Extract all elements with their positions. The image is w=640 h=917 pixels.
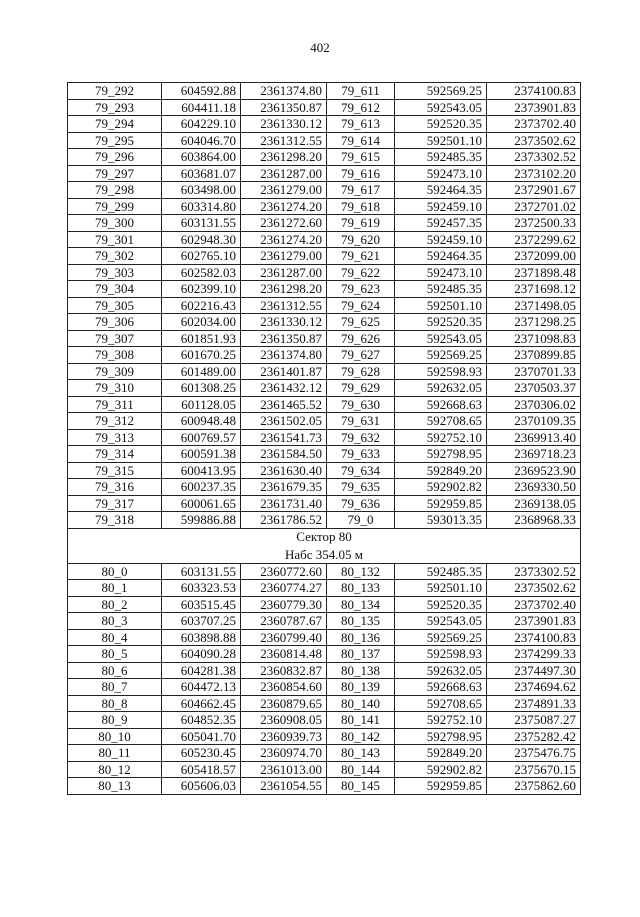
x-coord-cell: 604662.45 (162, 695, 241, 712)
y-coord-cell: 2369913.40 (487, 429, 581, 446)
table-row (68, 413, 581, 430)
y-coord-cell: 2372099.00 (487, 248, 581, 265)
point-id-cell: 79_619 (327, 215, 395, 232)
point-id-cell: 80_2 (68, 596, 162, 613)
point-id-cell: 79_618 (327, 198, 395, 215)
x-coord-cell: 592473.10 (395, 264, 487, 281)
table-row (68, 248, 581, 265)
y-coord-cell: 2360814.48 (241, 646, 327, 663)
point-id-cell: 80_138 (327, 662, 395, 679)
table-row (68, 165, 581, 182)
y-coord-cell: 2372701.02 (487, 198, 581, 215)
point-id-cell: 79_0 (327, 512, 395, 529)
x-coord-cell: 592569.25 (395, 347, 487, 364)
y-coord-cell: 2360854.60 (241, 679, 327, 696)
x-coord-cell: 600413.95 (162, 462, 241, 479)
x-coord-cell: 604592.88 (162, 83, 241, 100)
y-coord-cell: 2373502.62 (487, 580, 581, 597)
table-row (68, 580, 581, 597)
point-id-cell: 79_300 (68, 215, 162, 232)
x-coord-cell: 604852.35 (162, 712, 241, 729)
y-coord-cell: 2361731.40 (241, 495, 327, 512)
x-coord-cell: 592459.10 (395, 198, 487, 215)
table-row (68, 679, 581, 696)
x-coord-cell: 592520.35 (395, 314, 487, 331)
x-coord-cell: 603323.53 (162, 580, 241, 597)
x-coord-cell: 600591.38 (162, 446, 241, 463)
y-coord-cell: 2360774.27 (241, 580, 327, 597)
y-coord-cell: 2373901.83 (487, 613, 581, 630)
y-coord-cell: 2372299.62 (487, 231, 581, 248)
x-coord-cell: 600769.57 (162, 429, 241, 446)
point-id-cell: 79_630 (327, 396, 395, 413)
y-coord-cell: 2360772.60 (241, 563, 327, 580)
point-id-cell: 79_298 (68, 182, 162, 199)
coordinates-table (67, 82, 581, 795)
table-row (68, 99, 581, 116)
y-coord-cell: 2374299.33 (487, 646, 581, 663)
y-coord-cell: 2361279.00 (241, 248, 327, 265)
point-id-cell: 79_629 (327, 380, 395, 397)
y-coord-cell: 2361274.20 (241, 231, 327, 248)
x-coord-cell: 602399.10 (162, 281, 241, 298)
point-id-cell: 80_134 (327, 596, 395, 613)
point-id-cell: 79_309 (68, 363, 162, 380)
x-coord-cell: 592959.85 (395, 778, 487, 795)
table-row (68, 761, 581, 778)
x-coord-cell: 604472.13 (162, 679, 241, 696)
x-coord-cell: 603515.45 (162, 596, 241, 613)
x-coord-cell: 603314.80 (162, 198, 241, 215)
table-row (68, 330, 581, 347)
x-coord-cell: 592501.10 (395, 297, 487, 314)
y-coord-cell: 2375862.60 (487, 778, 581, 795)
y-coord-cell: 2370503.37 (487, 380, 581, 397)
y-coord-cell: 2370899.85 (487, 347, 581, 364)
point-id-cell: 79_628 (327, 363, 395, 380)
y-coord-cell: 2361350.87 (241, 99, 327, 116)
point-id-cell: 79_304 (68, 281, 162, 298)
x-coord-cell: 604281.38 (162, 662, 241, 679)
y-coord-cell: 2361330.12 (241, 314, 327, 331)
y-coord-cell: 2373502.62 (487, 132, 581, 149)
y-coord-cell: 2361330.12 (241, 116, 327, 133)
y-coord-cell: 2373302.52 (487, 149, 581, 166)
point-id-cell: 79_626 (327, 330, 395, 347)
x-coord-cell: 600237.35 (162, 479, 241, 496)
x-coord-cell: 604090.28 (162, 646, 241, 663)
table-row (68, 83, 581, 100)
y-coord-cell: 2374497.30 (487, 662, 581, 679)
point-id-cell: 79_295 (68, 132, 162, 149)
y-coord-cell: 2361274.20 (241, 198, 327, 215)
x-coord-cell: 605418.57 (162, 761, 241, 778)
point-id-cell: 79_612 (327, 99, 395, 116)
x-coord-cell: 600061.65 (162, 495, 241, 512)
y-coord-cell: 2374694.62 (487, 679, 581, 696)
y-coord-cell: 2361502.05 (241, 413, 327, 430)
x-coord-cell: 603707.25 (162, 613, 241, 630)
x-coord-cell: 592569.25 (395, 83, 487, 100)
y-coord-cell: 2371298.25 (487, 314, 581, 331)
page-number: 402 (310, 40, 330, 55)
point-id-cell: 79_318 (68, 512, 162, 529)
x-coord-cell: 601489.00 (162, 363, 241, 380)
point-id-cell: 80_139 (327, 679, 395, 696)
table-row (68, 363, 581, 380)
y-coord-cell: 2375282.42 (487, 728, 581, 745)
point-id-cell: 79_617 (327, 182, 395, 199)
x-coord-cell: 592752.10 (395, 429, 487, 446)
y-coord-cell: 2374100.83 (487, 629, 581, 646)
table-row (68, 446, 581, 463)
table-row (68, 563, 581, 580)
y-coord-cell: 2360939.73 (241, 728, 327, 745)
x-coord-cell: 592473.10 (395, 165, 487, 182)
point-id-cell: 80_9 (68, 712, 162, 729)
y-coord-cell: 2369138.05 (487, 495, 581, 512)
sector-80-header (68, 528, 581, 563)
x-coord-cell: 601851.93 (162, 330, 241, 347)
y-coord-cell: 2369718.23 (487, 446, 581, 463)
sector-title: Сектор 80 (68, 528, 581, 546)
point-id-cell: 79_305 (68, 297, 162, 314)
x-coord-cell: 592464.35 (395, 248, 487, 265)
table-row (68, 596, 581, 613)
x-coord-cell: 605606.03 (162, 778, 241, 795)
y-coord-cell: 2361312.55 (241, 297, 327, 314)
y-coord-cell: 2370701.33 (487, 363, 581, 380)
x-coord-cell: 603131.55 (162, 563, 241, 580)
x-coord-cell: 592708.65 (395, 695, 487, 712)
point-id-cell: 79_616 (327, 165, 395, 182)
x-coord-cell: 604229.10 (162, 116, 241, 133)
table-row (68, 396, 581, 413)
y-coord-cell: 2372500.33 (487, 215, 581, 232)
x-coord-cell: 603131.55 (162, 215, 241, 232)
x-coord-cell: 601308.25 (162, 380, 241, 397)
x-coord-cell: 592798.95 (395, 728, 487, 745)
x-coord-cell: 592668.63 (395, 396, 487, 413)
x-coord-cell: 592520.35 (395, 596, 487, 613)
y-coord-cell: 2375087.27 (487, 712, 581, 729)
x-coord-cell: 593013.35 (395, 512, 487, 529)
table-row (68, 132, 581, 149)
y-coord-cell: 2373702.40 (487, 116, 581, 133)
table-row (68, 198, 581, 215)
point-id-cell: 79_635 (327, 479, 395, 496)
point-id-cell: 79_627 (327, 347, 395, 364)
point-id-cell: 79_312 (68, 413, 162, 430)
x-coord-cell: 602765.10 (162, 248, 241, 265)
y-coord-cell: 2374891.33 (487, 695, 581, 712)
point-id-cell: 79_297 (68, 165, 162, 182)
point-id-cell: 80_145 (327, 778, 395, 795)
table-row (68, 728, 581, 745)
point-id-cell: 79_614 (327, 132, 395, 149)
y-coord-cell: 2371098.83 (487, 330, 581, 347)
y-coord-cell: 2361298.20 (241, 149, 327, 166)
table-row (68, 429, 581, 446)
y-coord-cell: 2361541.73 (241, 429, 327, 446)
table-row (68, 462, 581, 479)
y-coord-cell: 2361374.80 (241, 83, 327, 100)
table-row (68, 613, 581, 630)
x-coord-cell: 592632.05 (395, 662, 487, 679)
table-row (68, 116, 581, 133)
x-coord-cell: 603498.00 (162, 182, 241, 199)
table-row (68, 479, 581, 496)
y-coord-cell: 2361584.50 (241, 446, 327, 463)
point-id-cell: 79_313 (68, 429, 162, 446)
x-coord-cell: 592457.35 (395, 215, 487, 232)
y-coord-cell: 2361287.00 (241, 264, 327, 281)
x-coord-cell: 605230.45 (162, 745, 241, 762)
point-id-cell: 79_613 (327, 116, 395, 133)
point-id-cell: 79_307 (68, 330, 162, 347)
sector-79-rows (68, 83, 581, 529)
y-coord-cell: 2360832.87 (241, 662, 327, 679)
x-coord-cell: 592501.10 (395, 132, 487, 149)
y-coord-cell: 2361432.12 (241, 380, 327, 397)
point-id-cell: 80_5 (68, 646, 162, 663)
point-id-cell: 79_631 (327, 413, 395, 430)
x-coord-cell: 604411.18 (162, 99, 241, 116)
point-id-cell: 79_301 (68, 231, 162, 248)
x-coord-cell: 592543.05 (395, 330, 487, 347)
x-coord-cell: 592902.82 (395, 761, 487, 778)
y-coord-cell: 2368968.33 (487, 512, 581, 529)
point-id-cell: 80_0 (68, 563, 162, 580)
y-coord-cell: 2371898.48 (487, 264, 581, 281)
table-row (68, 629, 581, 646)
x-coord-cell: 599886.88 (162, 512, 241, 529)
x-coord-cell: 602582.03 (162, 264, 241, 281)
table-row (68, 182, 581, 199)
y-coord-cell: 2361279.00 (241, 182, 327, 199)
x-coord-cell: 592752.10 (395, 712, 487, 729)
table-row (68, 712, 581, 729)
point-id-cell: 79_299 (68, 198, 162, 215)
y-coord-cell: 2361401.87 (241, 363, 327, 380)
point-id-cell: 79_310 (68, 380, 162, 397)
point-id-cell: 79_622 (327, 264, 395, 281)
y-coord-cell: 2373102.20 (487, 165, 581, 182)
table-row (68, 149, 581, 166)
y-coord-cell: 2371698.12 (487, 281, 581, 298)
point-id-cell: 80_12 (68, 761, 162, 778)
y-coord-cell: 2361630.40 (241, 462, 327, 479)
table-row (68, 231, 581, 248)
x-coord-cell: 592632.05 (395, 380, 487, 397)
table-row (68, 297, 581, 314)
point-id-cell: 80_4 (68, 629, 162, 646)
point-id-cell: 79_632 (327, 429, 395, 446)
y-coord-cell: 2360779.30 (241, 596, 327, 613)
y-coord-cell: 2373901.83 (487, 99, 581, 116)
table-row (68, 646, 581, 663)
y-coord-cell: 2375476.75 (487, 745, 581, 762)
x-coord-cell: 592459.10 (395, 231, 487, 248)
table-row (68, 662, 581, 679)
x-coord-cell: 592485.35 (395, 281, 487, 298)
y-coord-cell: 2361679.35 (241, 479, 327, 496)
y-coord-cell: 2361465.52 (241, 396, 327, 413)
table-row (68, 314, 581, 331)
y-coord-cell: 2374100.83 (487, 83, 581, 100)
y-coord-cell: 2375670.15 (487, 761, 581, 778)
point-id-cell: 79_315 (68, 462, 162, 479)
x-coord-cell: 592959.85 (395, 495, 487, 512)
x-coord-cell: 603864.00 (162, 149, 241, 166)
point-id-cell: 80_136 (327, 629, 395, 646)
y-coord-cell: 2361374.80 (241, 347, 327, 364)
y-coord-cell: 2370306.02 (487, 396, 581, 413)
point-id-cell: 79_624 (327, 297, 395, 314)
x-coord-cell: 592902.82 (395, 479, 487, 496)
point-id-cell: 80_141 (327, 712, 395, 729)
point-id-cell: 79_611 (327, 83, 395, 100)
point-id-cell: 80_8 (68, 695, 162, 712)
x-coord-cell: 592543.05 (395, 99, 487, 116)
point-id-cell: 79_623 (327, 281, 395, 298)
point-id-cell: 79_615 (327, 149, 395, 166)
y-coord-cell: 2361013.00 (241, 761, 327, 778)
point-id-cell: 80_132 (327, 563, 395, 580)
point-id-cell: 80_137 (327, 646, 395, 663)
sector-habs: Набс 354.05 м (68, 546, 581, 563)
y-coord-cell: 2361350.87 (241, 330, 327, 347)
point-id-cell: 79_317 (68, 495, 162, 512)
point-id-cell: 80_140 (327, 695, 395, 712)
point-id-cell: 79_636 (327, 495, 395, 512)
y-coord-cell: 2373302.52 (487, 563, 581, 580)
table-row (68, 264, 581, 281)
x-coord-cell: 602216.43 (162, 297, 241, 314)
point-id-cell: 80_135 (327, 613, 395, 630)
x-coord-cell: 592849.20 (395, 745, 487, 762)
y-coord-cell: 2360974.70 (241, 745, 327, 762)
point-id-cell: 79_633 (327, 446, 395, 463)
x-coord-cell: 601670.25 (162, 347, 241, 364)
y-coord-cell: 2373702.40 (487, 596, 581, 613)
point-id-cell: 80_11 (68, 745, 162, 762)
y-coord-cell: 2370109.35 (487, 413, 581, 430)
table-row (68, 695, 581, 712)
point-id-cell: 79_621 (327, 248, 395, 265)
point-id-cell: 79_306 (68, 314, 162, 331)
x-coord-cell: 592485.35 (395, 149, 487, 166)
x-coord-cell: 592569.25 (395, 629, 487, 646)
point-id-cell: 80_3 (68, 613, 162, 630)
point-id-cell: 80_6 (68, 662, 162, 679)
point-id-cell: 80_142 (327, 728, 395, 745)
x-coord-cell: 592501.10 (395, 580, 487, 597)
y-coord-cell: 2372901.67 (487, 182, 581, 199)
table-row (68, 512, 581, 529)
x-coord-cell: 592598.93 (395, 363, 487, 380)
table-row (68, 215, 581, 232)
table-row (68, 745, 581, 762)
x-coord-cell: 604046.70 (162, 132, 241, 149)
x-coord-cell: 601128.05 (162, 396, 241, 413)
x-coord-cell: 600948.48 (162, 413, 241, 430)
point-id-cell: 79_293 (68, 99, 162, 116)
x-coord-cell: 602948.30 (162, 231, 241, 248)
point-id-cell: 79_316 (68, 479, 162, 496)
point-id-cell: 79_294 (68, 116, 162, 133)
point-id-cell: 79_292 (68, 83, 162, 100)
table-row (68, 778, 581, 795)
x-coord-cell: 603681.07 (162, 165, 241, 182)
y-coord-cell: 2369523.90 (487, 462, 581, 479)
y-coord-cell: 2361272.60 (241, 215, 327, 232)
y-coord-cell: 2361786.52 (241, 512, 327, 529)
table-row (68, 281, 581, 298)
point-id-cell: 80_7 (68, 679, 162, 696)
x-coord-cell: 592464.35 (395, 182, 487, 199)
point-id-cell: 80_133 (327, 580, 395, 597)
point-id-cell: 79_620 (327, 231, 395, 248)
point-id-cell: 80_13 (68, 778, 162, 795)
y-coord-cell: 2361298.20 (241, 281, 327, 298)
y-coord-cell: 2360908.05 (241, 712, 327, 729)
x-coord-cell: 592849.20 (395, 462, 487, 479)
table-row (68, 380, 581, 397)
x-coord-cell: 592708.65 (395, 413, 487, 430)
x-coord-cell: 592485.35 (395, 563, 487, 580)
x-coord-cell: 605041.70 (162, 728, 241, 745)
point-id-cell: 79_634 (327, 462, 395, 479)
point-id-cell: 79_302 (68, 248, 162, 265)
x-coord-cell: 592598.93 (395, 646, 487, 663)
x-coord-cell: 603898.88 (162, 629, 241, 646)
x-coord-cell: 592520.35 (395, 116, 487, 133)
point-id-cell: 80_144 (327, 761, 395, 778)
table-row (68, 495, 581, 512)
y-coord-cell: 2360787.67 (241, 613, 327, 630)
y-coord-cell: 2360879.65 (241, 695, 327, 712)
point-id-cell: 80_143 (327, 745, 395, 762)
point-id-cell: 80_10 (68, 728, 162, 745)
y-coord-cell: 2371498.05 (487, 297, 581, 314)
sector-80-rows (68, 563, 581, 794)
point-id-cell: 79_625 (327, 314, 395, 331)
y-coord-cell: 2361312.55 (241, 132, 327, 149)
x-coord-cell: 592798.95 (395, 446, 487, 463)
point-id-cell: 79_303 (68, 264, 162, 281)
table-row (68, 347, 581, 364)
point-id-cell: 79_296 (68, 149, 162, 166)
point-id-cell: 79_308 (68, 347, 162, 364)
y-coord-cell: 2361287.00 (241, 165, 327, 182)
point-id-cell: 79_311 (68, 396, 162, 413)
y-coord-cell: 2369330.50 (487, 479, 581, 496)
x-coord-cell: 592668.63 (395, 679, 487, 696)
y-coord-cell: 2360799.40 (241, 629, 327, 646)
point-id-cell: 80_1 (68, 580, 162, 597)
x-coord-cell: 592543.05 (395, 613, 487, 630)
point-id-cell: 79_314 (68, 446, 162, 463)
x-coord-cell: 602034.00 (162, 314, 241, 331)
y-coord-cell: 2361054.55 (241, 778, 327, 795)
